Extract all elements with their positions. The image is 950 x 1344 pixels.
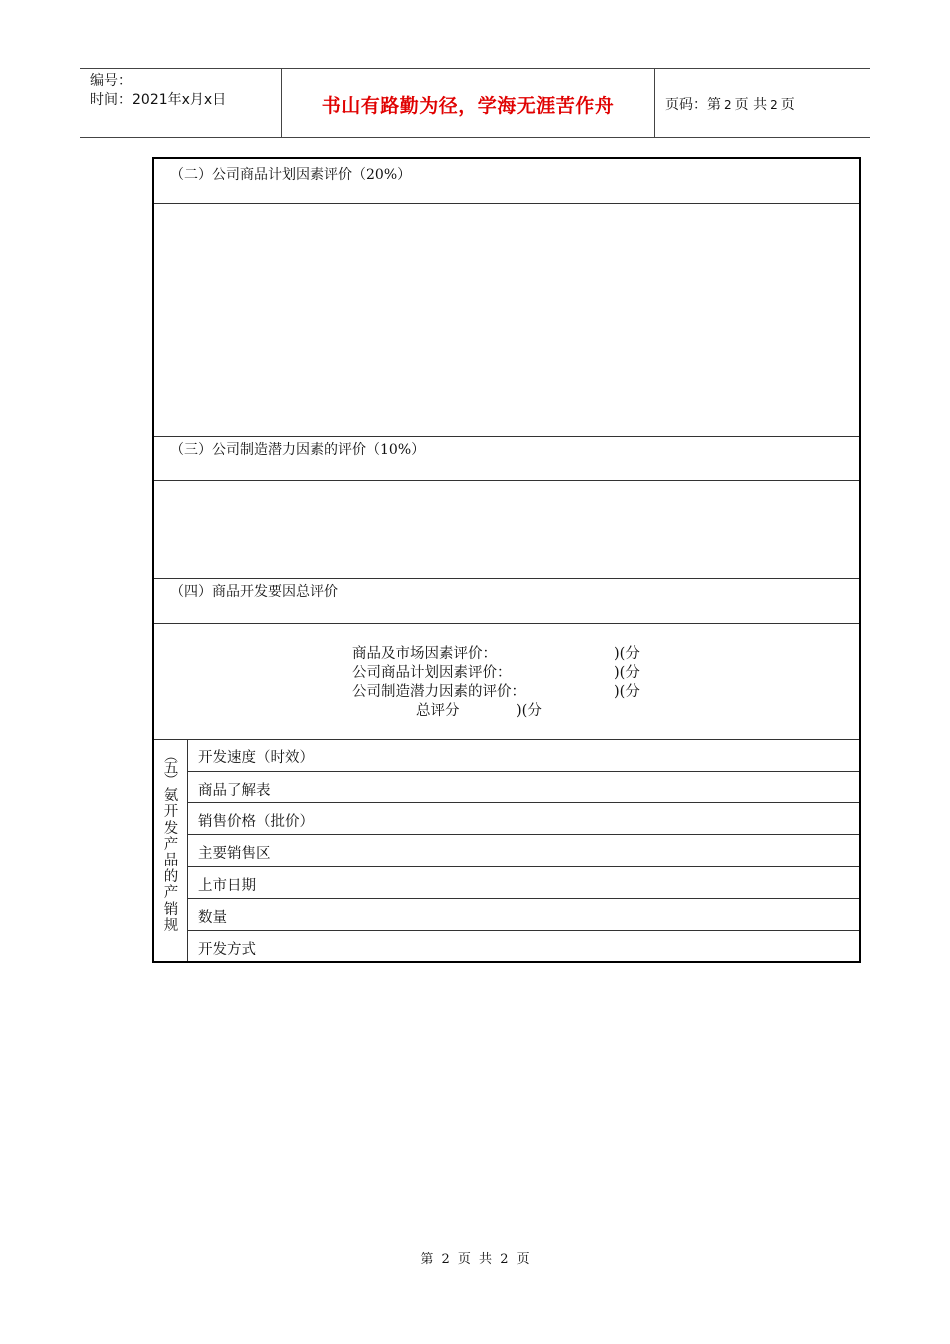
header-meta-cell <box>80 69 282 137</box>
evaluation-form <box>152 157 861 963</box>
summary-label: 公司商品计划因素评价： <box>352 665 512 681</box>
section-3-content-area[interactable] <box>154 481 859 577</box>
serial-label: 编号： <box>90 73 132 89</box>
item-dev-speed: 开发速度（时效） <box>198 750 314 766</box>
section-2-title: （二）公司商品计划因素评价（20%） <box>170 167 412 183</box>
section-2-content-area[interactable] <box>154 204 859 436</box>
item-main-sales-area: 主要销售区 <box>198 846 271 862</box>
item-launch-date: 上市日期 <box>198 878 256 894</box>
page-footer: 第 2 页 共 2 页 <box>420 1252 530 1267</box>
page-number: 2 <box>724 98 732 112</box>
side-title: 氨开发产品的产销规 <box>163 788 179 934</box>
header-page-cell <box>655 69 870 137</box>
page-header <box>80 68 870 138</box>
side-number: 五 <box>163 761 179 777</box>
item-quantity: 数量 <box>198 910 227 926</box>
divider <box>188 930 859 931</box>
header-motto-cell <box>282 69 655 137</box>
section-3-title: （三）公司制造潜力因素的评价（10%） <box>170 442 426 458</box>
divider <box>188 771 859 772</box>
summary-unit: )(分 <box>614 646 640 662</box>
divider <box>188 898 859 899</box>
section-5-side-label <box>154 739 188 961</box>
divider <box>188 866 859 867</box>
divider <box>188 802 859 803</box>
divider <box>154 578 859 579</box>
item-product-understanding: 商品了解表 <box>198 783 271 799</box>
summary-label: 商品及市场因素评价： <box>352 646 497 662</box>
divider <box>188 834 859 835</box>
total-score-unit: )(分 <box>516 703 542 719</box>
summary-label: 公司制造潜力因素的评价： <box>352 684 526 700</box>
summary-unit: )(分 <box>614 665 640 681</box>
divider <box>154 623 859 624</box>
side-paren-open: ︵ <box>164 749 178 765</box>
page-mid: 页 共 <box>734 97 768 113</box>
divider <box>154 436 859 437</box>
summary-unit: )(分 <box>614 684 640 700</box>
item-dev-method: 开发方式 <box>198 942 256 958</box>
section-4-title: （四）商品开发要因总评价 <box>170 584 338 600</box>
motto: 书山有路勤为径，学海无涯苦作舟 <box>321 95 615 117</box>
page-total: 2 <box>770 98 778 112</box>
side-paren-close: ︶ <box>164 773 178 790</box>
page-indicator <box>665 94 795 114</box>
total-score-label: 总评分 <box>416 703 460 719</box>
date-label: 时间：2021年x月x日 <box>90 92 227 108</box>
page-prefix: 页码：第 <box>665 97 721 113</box>
item-sales-price: 销售价格（批价） <box>198 814 314 830</box>
page-suffix: 页 <box>780 97 795 113</box>
